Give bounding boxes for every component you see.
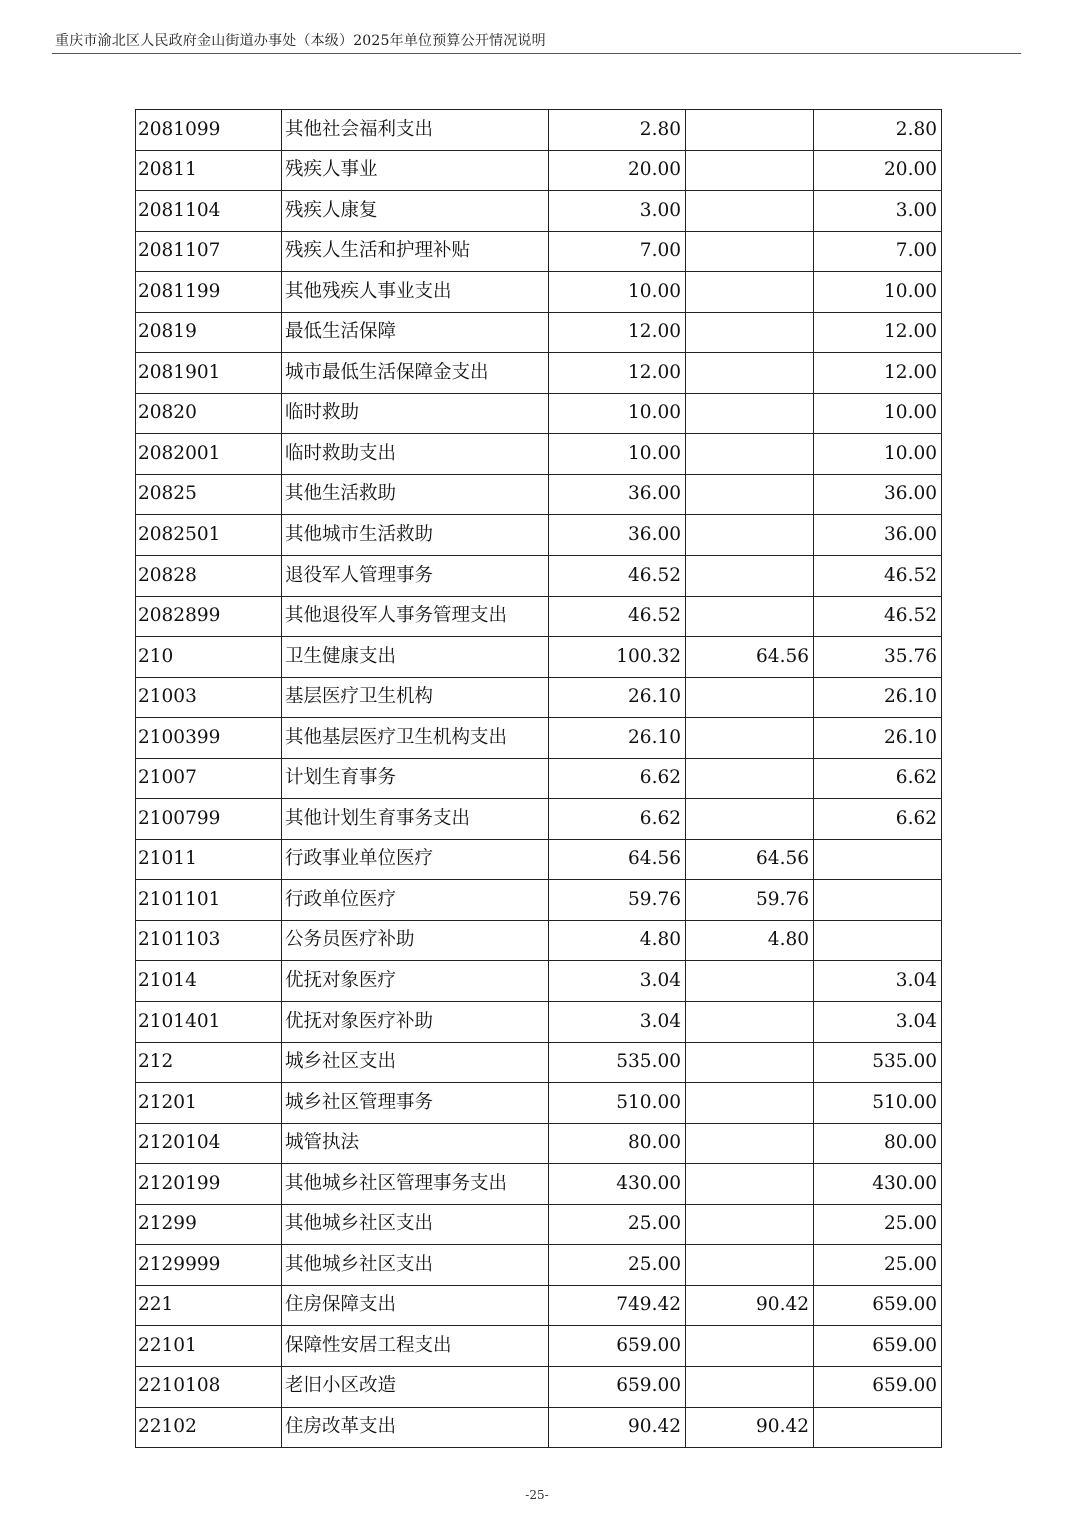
- row-name-cell: 残疾人生活和护理补贴: [282, 231, 549, 272]
- row-total-cell: 46.52: [549, 596, 686, 637]
- row-total-cell: 10.00: [549, 272, 686, 313]
- row-project-cell: [814, 1407, 942, 1448]
- row-name-cell: 其他城市生活救助: [282, 515, 549, 556]
- row-total-cell: 36.00: [549, 515, 686, 556]
- row-code-cell: 21014: [136, 961, 282, 1002]
- row-total-cell: 59.76: [549, 880, 686, 921]
- row-name-cell: 住房改革支出: [282, 1407, 549, 1448]
- row-name-cell: 其他基层医疗卫生机构支出: [282, 718, 549, 759]
- row-code-cell: 2081104: [136, 191, 282, 232]
- row-basic-cell: [686, 799, 814, 840]
- row-code-cell: 2210108: [136, 1366, 282, 1407]
- row-total-cell: 46.52: [549, 556, 686, 597]
- row-basic-cell: [686, 474, 814, 515]
- row-name-cell: 其他退役军人事务管理支出: [282, 596, 549, 637]
- row-basic-cell: [686, 1083, 814, 1124]
- row-total-cell: 26.10: [549, 718, 686, 759]
- row-code-cell: 22101: [136, 1326, 282, 1367]
- row-project-cell: 2.80: [814, 110, 942, 151]
- row-name-cell: 卫生健康支出: [282, 637, 549, 678]
- row-name-cell: 基层医疗卫生机构: [282, 677, 549, 718]
- row-code-cell: 20819: [136, 312, 282, 353]
- row-name-cell: 其他生活救助: [282, 474, 549, 515]
- row-code-cell: 21011: [136, 839, 282, 880]
- row-total-cell: 3.00: [549, 191, 686, 232]
- table-row: [136, 1042, 942, 1083]
- table-row: [136, 758, 942, 799]
- row-name-cell: 公务员医疗补助: [282, 920, 549, 961]
- row-project-cell: 36.00: [814, 515, 942, 556]
- row-total-cell: 10.00: [549, 393, 686, 434]
- row-project-cell: 25.00: [814, 1204, 942, 1245]
- row-code-cell: 212: [136, 1042, 282, 1083]
- row-basic-cell: [686, 393, 814, 434]
- table-row: [136, 1366, 942, 1407]
- row-basic-cell: [686, 150, 814, 191]
- row-code-cell: 22102: [136, 1407, 282, 1448]
- row-code-cell: 2081107: [136, 231, 282, 272]
- row-total-cell: 2.80: [549, 110, 686, 151]
- row-project-cell: 659.00: [814, 1366, 942, 1407]
- row-basic-cell: [686, 1002, 814, 1043]
- row-basic-cell: [686, 434, 814, 475]
- row-total-cell: 7.00: [549, 231, 686, 272]
- row-project-cell: [814, 839, 942, 880]
- table-row: [136, 1002, 942, 1043]
- row-code-cell: 2100399: [136, 718, 282, 759]
- row-project-cell: 46.52: [814, 556, 942, 597]
- row-code-cell: 20828: [136, 556, 282, 597]
- row-total-cell: 80.00: [549, 1123, 686, 1164]
- row-basic-cell: 64.56: [686, 839, 814, 880]
- row-code-cell: 21299: [136, 1204, 282, 1245]
- row-name-cell: 老旧小区改造: [282, 1366, 549, 1407]
- row-total-cell: 6.62: [549, 799, 686, 840]
- row-basic-cell: 59.76: [686, 880, 814, 921]
- row-project-cell: [814, 920, 942, 961]
- row-code-cell: 2120104: [136, 1123, 282, 1164]
- row-name-cell: 计划生育事务: [282, 758, 549, 799]
- row-code-cell: 2082501: [136, 515, 282, 556]
- row-total-cell: 36.00: [549, 474, 686, 515]
- row-code-cell: 2082899: [136, 596, 282, 637]
- table-row: [136, 799, 942, 840]
- row-project-cell: 20.00: [814, 150, 942, 191]
- row-code-cell: 21007: [136, 758, 282, 799]
- row-code-cell: 2101103: [136, 920, 282, 961]
- row-basic-cell: [686, 1042, 814, 1083]
- row-basic-cell: [686, 1204, 814, 1245]
- row-name-cell: 城市最低生活保障金支出: [282, 353, 549, 394]
- row-basic-cell: [686, 312, 814, 353]
- row-name-cell: 其他城乡社区支出: [282, 1245, 549, 1286]
- row-name-cell: 行政事业单位医疗: [282, 839, 549, 880]
- row-code-cell: 2101101: [136, 880, 282, 921]
- table-row: [136, 1204, 942, 1245]
- row-name-cell: 其他城乡社区支出: [282, 1204, 549, 1245]
- row-project-cell: 7.00: [814, 231, 942, 272]
- row-total-cell: 749.42: [549, 1285, 686, 1326]
- table-row: [136, 272, 942, 313]
- row-code-cell: 20825: [136, 474, 282, 515]
- row-basic-cell: [686, 758, 814, 799]
- row-project-cell: [814, 880, 942, 921]
- row-project-cell: 26.10: [814, 677, 942, 718]
- table-row: [136, 961, 942, 1002]
- row-code-cell: 2081901: [136, 353, 282, 394]
- row-project-cell: 659.00: [814, 1285, 942, 1326]
- budget-table: [135, 109, 942, 1448]
- row-code-cell: 20811: [136, 150, 282, 191]
- row-basic-cell: [686, 1123, 814, 1164]
- row-code-cell: 2101401: [136, 1002, 282, 1043]
- row-project-cell: 10.00: [814, 434, 942, 475]
- row-name-cell: 其他残疾人事业支出: [282, 272, 549, 313]
- table-row: [136, 150, 942, 191]
- row-project-cell: 3.04: [814, 961, 942, 1002]
- row-total-cell: 4.80: [549, 920, 686, 961]
- row-total-cell: 12.00: [549, 353, 686, 394]
- row-project-cell: 535.00: [814, 1042, 942, 1083]
- table-row: [136, 1326, 942, 1367]
- table-row: [136, 515, 942, 556]
- row-basic-cell: [686, 556, 814, 597]
- table-row: [136, 1083, 942, 1124]
- row-name-cell: 残疾人事业: [282, 150, 549, 191]
- row-total-cell: 25.00: [549, 1204, 686, 1245]
- row-basic-cell: [686, 231, 814, 272]
- row-basic-cell: [686, 191, 814, 232]
- table-row: [136, 718, 942, 759]
- row-name-cell: 城乡社区管理事务: [282, 1083, 549, 1124]
- row-name-cell: 城乡社区支出: [282, 1042, 549, 1083]
- row-name-cell: 临时救助支出: [282, 434, 549, 475]
- table-row: [136, 353, 942, 394]
- table-row: [136, 1123, 942, 1164]
- row-project-cell: 26.10: [814, 718, 942, 759]
- row-basic-cell: [686, 718, 814, 759]
- row-project-cell: 10.00: [814, 272, 942, 313]
- row-total-cell: 510.00: [549, 1083, 686, 1124]
- table-row: [136, 637, 942, 678]
- row-project-cell: 46.52: [814, 596, 942, 637]
- row-code-cell: 20820: [136, 393, 282, 434]
- row-basic-cell: [686, 1245, 814, 1286]
- table-row: [136, 1245, 942, 1286]
- row-total-cell: 90.42: [549, 1407, 686, 1448]
- row-project-cell: 659.00: [814, 1326, 942, 1367]
- row-basic-cell: [686, 1164, 814, 1205]
- row-basic-cell: [686, 515, 814, 556]
- row-project-cell: 35.76: [814, 637, 942, 678]
- row-name-cell: 其他城乡社区管理事务支出: [282, 1164, 549, 1205]
- row-name-cell: 优抚对象医疗补助: [282, 1002, 549, 1043]
- row-basic-cell: [686, 596, 814, 637]
- row-basic-cell: [686, 110, 814, 151]
- table-row: [136, 1407, 942, 1448]
- table-row: [136, 920, 942, 961]
- row-total-cell: 100.32: [549, 637, 686, 678]
- table-row: [136, 231, 942, 272]
- row-total-cell: 3.04: [549, 961, 686, 1002]
- row-code-cell: 2100799: [136, 799, 282, 840]
- table-row: [136, 474, 942, 515]
- table-row: [136, 312, 942, 353]
- row-basic-cell: 90.42: [686, 1285, 814, 1326]
- row-basic-cell: [686, 1366, 814, 1407]
- row-total-cell: 659.00: [549, 1326, 686, 1367]
- row-code-cell: 2129999: [136, 1245, 282, 1286]
- table-row: [136, 393, 942, 434]
- row-name-cell: 住房保障支出: [282, 1285, 549, 1326]
- page-number: -25-: [525, 1488, 549, 1502]
- row-name-cell: 保障性安居工程支出: [282, 1326, 549, 1367]
- row-name-cell: 残疾人康复: [282, 191, 549, 232]
- row-name-cell: 优抚对象医疗: [282, 961, 549, 1002]
- row-project-cell: 12.00: [814, 312, 942, 353]
- table-row: [136, 880, 942, 921]
- row-project-cell: 25.00: [814, 1245, 942, 1286]
- row-code-cell: 221: [136, 1285, 282, 1326]
- row-total-cell: 12.00: [549, 312, 686, 353]
- row-total-cell: 535.00: [549, 1042, 686, 1083]
- row-code-cell: 2081199: [136, 272, 282, 313]
- row-basic-cell: 90.42: [686, 1407, 814, 1448]
- row-basic-cell: [686, 677, 814, 718]
- row-name-cell: 行政单位医疗: [282, 880, 549, 921]
- row-basic-cell: 4.80: [686, 920, 814, 961]
- row-name-cell: 其他社会福利支出: [282, 110, 549, 151]
- row-project-cell: 80.00: [814, 1123, 942, 1164]
- row-project-cell: 10.00: [814, 393, 942, 434]
- row-code-cell: 21003: [136, 677, 282, 718]
- row-name-cell: 最低生活保障: [282, 312, 549, 353]
- table-row: [136, 839, 942, 880]
- row-code-cell: 21201: [136, 1083, 282, 1124]
- row-total-cell: 26.10: [549, 677, 686, 718]
- row-basic-cell: 64.56: [686, 637, 814, 678]
- row-total-cell: 10.00: [549, 434, 686, 475]
- row-project-cell: 6.62: [814, 799, 942, 840]
- row-basic-cell: [686, 1326, 814, 1367]
- row-total-cell: 6.62: [549, 758, 686, 799]
- page-header-title: 重庆市渝北区人民政府金山街道办事处（本级）2025年单位预算公开情况说明: [55, 33, 546, 49]
- row-name-cell: 城管执法: [282, 1123, 549, 1164]
- table-row: [136, 677, 942, 718]
- row-project-cell: 3.04: [814, 1002, 942, 1043]
- row-project-cell: 430.00: [814, 1164, 942, 1205]
- row-basic-cell: [686, 272, 814, 313]
- row-project-cell: 3.00: [814, 191, 942, 232]
- table-row: [136, 1285, 942, 1326]
- table-row: [136, 434, 942, 475]
- header-divider: [52, 53, 1021, 54]
- row-code-cell: 2082001: [136, 434, 282, 475]
- row-project-cell: 6.62: [814, 758, 942, 799]
- row-project-cell: 36.00: [814, 474, 942, 515]
- table-row: [136, 556, 942, 597]
- table-row: [136, 1164, 942, 1205]
- row-code-cell: 210: [136, 637, 282, 678]
- row-basic-cell: [686, 961, 814, 1002]
- row-code-cell: 2120199: [136, 1164, 282, 1205]
- table-row: [136, 596, 942, 637]
- row-total-cell: 430.00: [549, 1164, 686, 1205]
- row-total-cell: 64.56: [549, 839, 686, 880]
- row-name-cell: 退役军人管理事务: [282, 556, 549, 597]
- row-total-cell: 25.00: [549, 1245, 686, 1286]
- row-project-cell: 510.00: [814, 1083, 942, 1124]
- row-project-cell: 12.00: [814, 353, 942, 394]
- row-total-cell: 20.00: [549, 150, 686, 191]
- budget-table-body: [136, 110, 942, 1448]
- table-row: [136, 110, 942, 151]
- row-name-cell: 临时救助: [282, 393, 549, 434]
- row-basic-cell: [686, 353, 814, 394]
- row-total-cell: 659.00: [549, 1366, 686, 1407]
- row-total-cell: 3.04: [549, 1002, 686, 1043]
- row-name-cell: 其他计划生育事务支出: [282, 799, 549, 840]
- row-code-cell: 2081099: [136, 110, 282, 151]
- table-row: [136, 191, 942, 232]
